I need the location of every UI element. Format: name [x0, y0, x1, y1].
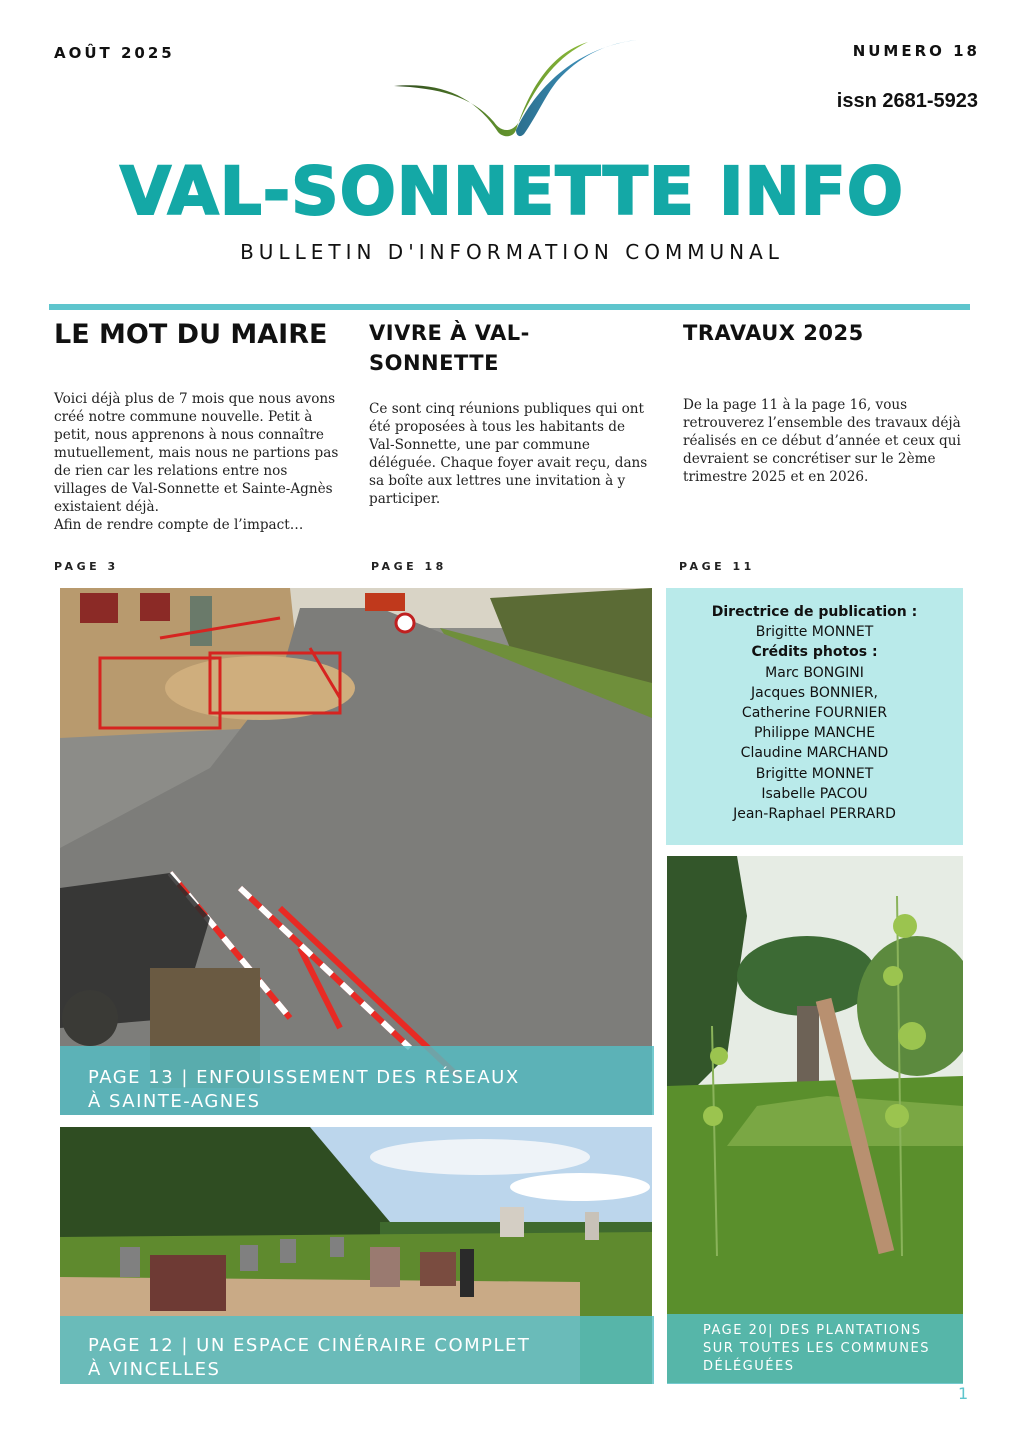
issn: issn 2681-5923 — [836, 90, 978, 112]
cemetery-caption-line1: PAGE 12 | UN ESPACE CINÉRAIRE COMPLET — [88, 1335, 531, 1356]
cemetery-caption[interactable] — [60, 1316, 654, 1384]
column-heading-works: TRAVAUX 2025 — [683, 321, 864, 345]
plantations-caption-line1: PAGE 20| DES PLANTATIONS — [703, 1323, 922, 1338]
page-ref-works[interactable]: PAGE 11 — [679, 560, 755, 573]
column-text-works: De la page 11 à la page 16, vous retrouverez l’ensemble des travaux déjà réalisés en ce début d’année et ceux qui devraient se concrétiser sur le 2ème trimestre 2025 et en 2026. — [683, 397, 961, 485]
column-heading-mayor: LE MOT DU MAIRE — [54, 319, 328, 350]
column-text-mayor-body: Voici déjà plus de 7 mois que nous avons créé notre commune nouvelle. Petit à petit, nous apprenons à nous connaître mutuellement, mais nous ne partions pas de rien car les relations entre nos villages de Val-Sonnette et Sainte-Agnès existaient déjà. — [54, 391, 339, 515]
page-number: 1 — [958, 1384, 969, 1403]
issue-number: NUMERO 18 — [852, 42, 980, 60]
swoosh-check-logo-icon — [388, 34, 644, 144]
roadworks-caption-line2: À SAINTE-AGNES — [88, 1091, 261, 1112]
roadworks-photo — [60, 588, 652, 1115]
credits-photographer: Jacques BONNIER, — [751, 684, 878, 701]
cemetery-caption-line2: À VINCELLES — [88, 1359, 221, 1380]
credits-photographer: Claudine MARCHAND — [740, 745, 889, 762]
credits-photographer: Catherine FOURNIER — [741, 705, 888, 722]
plantations-caption[interactable] — [667, 1314, 963, 1384]
plantations-caption-line2: SUR TOUTES LES COMMUNES — [703, 1341, 930, 1356]
roadworks-caption[interactable] — [60, 1046, 654, 1115]
publication-credits — [666, 588, 963, 845]
credits-photographer: Jean-Raphael PERRARD — [733, 806, 896, 823]
credits-photographer: Marc BONGINI — [765, 664, 864, 681]
page-ref-mayor[interactable]: PAGE 3 — [54, 560, 119, 573]
masthead-subtitle: BULLETIN D'INFORMATION COMMUNAL — [240, 240, 784, 264]
credits-photographer: Isabelle PACOU — [761, 785, 868, 802]
credits-director-label: Directrice de publication : — [711, 604, 918, 620]
credits-photographer: Brigitte MONNET — [755, 765, 874, 782]
credits-photos-label: Crédits photos : — [751, 644, 878, 661]
roadworks-caption-line1: PAGE 13 | ENFOUISSEMENT DES RÉSEAUX — [88, 1067, 520, 1088]
column-text-mayor-more: Afin de rendre compte de l’impact… — [54, 517, 304, 533]
column-heading-living: VIVRE À VAL-SONNETTE — [369, 321, 530, 375]
plantations-photo — [667, 856, 963, 1383]
column-text-mayor — [54, 390, 340, 534]
issue-date: AOÛT 2025 — [54, 44, 175, 62]
masthead-title: VAL-SONNETTE INFO — [120, 153, 904, 230]
column-text-living: Ce sont cinq réunions publiques qui ont été proposées à tous les habitants de Val-Sonnette, une par commune déléguée. Chaque foyer avait reçu, dans sa boîte aux lettres une invitation à y participer. — [369, 401, 648, 507]
header-divider — [49, 304, 970, 310]
plantations-caption-line3: DÉLÉGUÉES — [703, 1359, 795, 1374]
credits-director-name: Brigitte MONNET — [755, 624, 874, 641]
page-ref-living[interactable]: PAGE 18 — [371, 560, 447, 573]
credits-photographer: Philippe MANCHE — [753, 725, 876, 742]
